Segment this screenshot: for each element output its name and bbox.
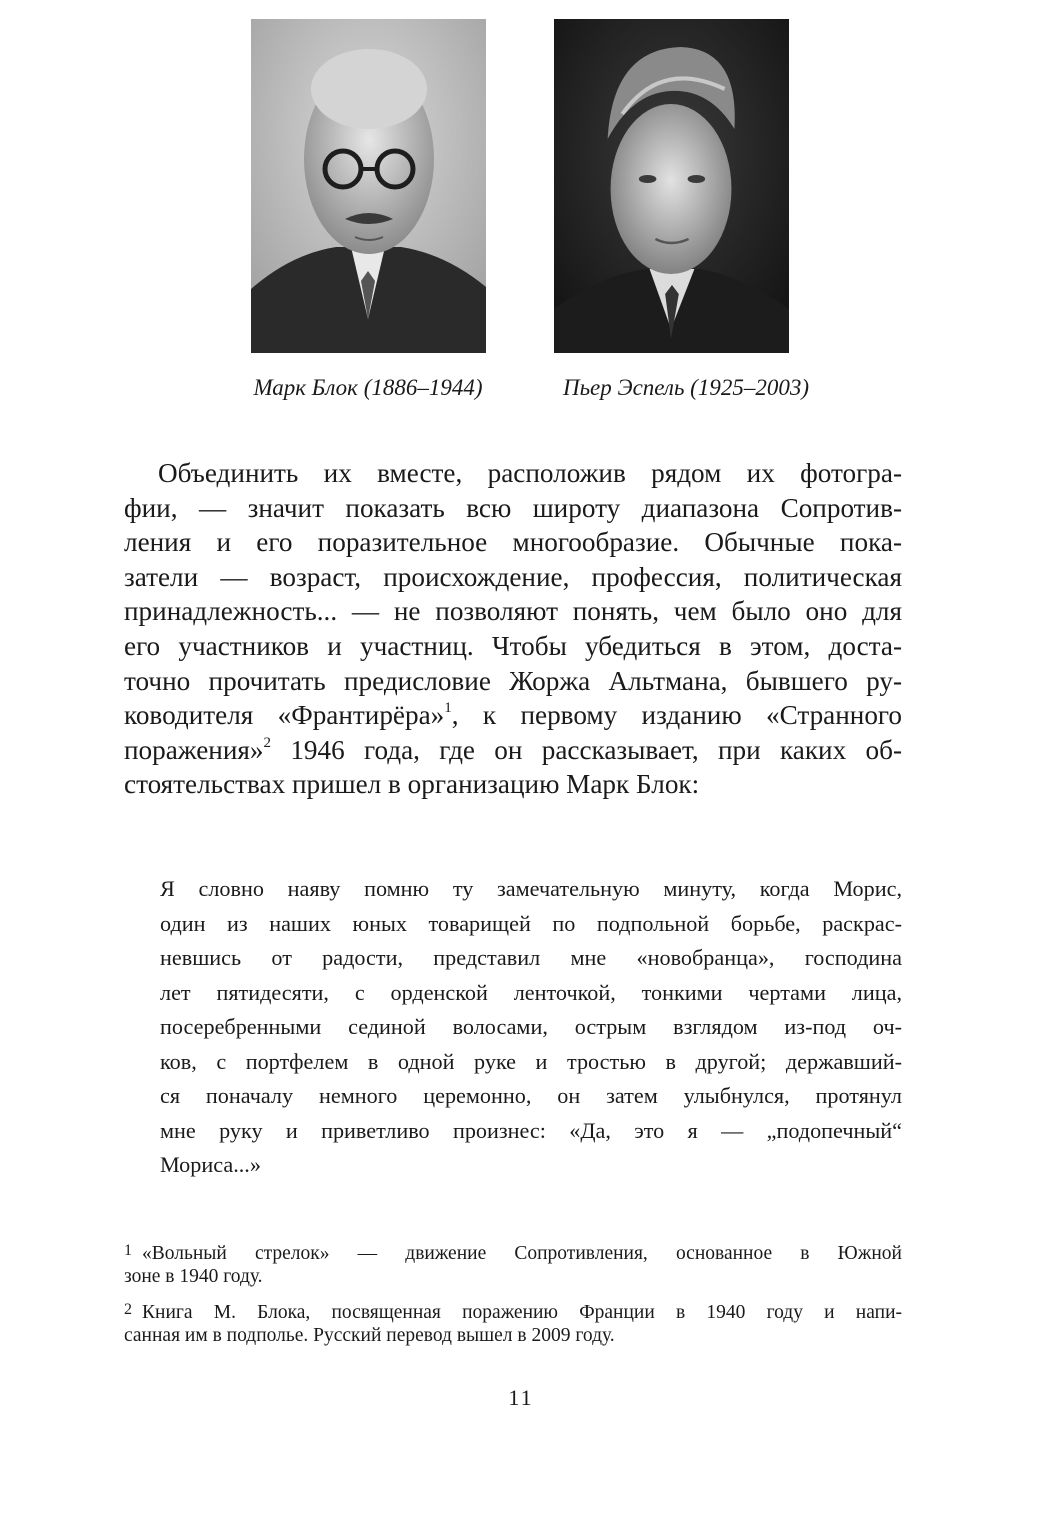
photo-caption-right: Пьер Эспель (1925–2003) bbox=[562, 375, 809, 400]
paragraph-text: ководителя «Франтирёра» bbox=[124, 700, 445, 731]
page-number: 11 bbox=[508, 1385, 534, 1410]
footnote-ref-1[interactable]: 1 bbox=[444, 700, 452, 717]
footnote-text: «Вольный стрелок» — движение Сопротивления, основанное в Южной bbox=[142, 1243, 902, 1264]
portrait-photo-pierre-espel bbox=[554, 19, 789, 353]
block-quote bbox=[160, 872, 902, 1183]
footnote-line: санная им в подполье. Русский перевод вышел в 2009 году. bbox=[124, 1325, 615, 1346]
photo-caption-left: Марк Блок (1886–1944) bbox=[253, 375, 483, 400]
portrait-photo-marc-bloch bbox=[251, 19, 486, 353]
footnote-2 bbox=[124, 1297, 902, 1349]
footnote-line bbox=[124, 1238, 902, 1264]
footnote-number: 2 bbox=[124, 1301, 132, 1318]
paragraph-text: 1946 года, где он рассказывает, при каких об- bbox=[271, 734, 902, 765]
paragraph-text: поражения» bbox=[124, 734, 264, 765]
paragraph-line: ления и его поразительное многообразие. Обычные пока- bbox=[124, 527, 902, 558]
quote-line: посеребренными сединой волосами, острым взглядом из-под оч- bbox=[160, 1014, 902, 1039]
footnote-number: 1 bbox=[124, 1242, 132, 1259]
paragraph-text: , к первому изданию «Странного bbox=[451, 700, 902, 731]
quote-line: Я словно наяву помню ту замечательную минуту, когда Морис, bbox=[160, 876, 902, 901]
quote-line: невшись от радости, представил мне «новобранца», господина bbox=[160, 945, 902, 970]
quote-line: Мориса...» bbox=[160, 1152, 261, 1177]
paragraph-line-with-footnote bbox=[124, 698, 902, 733]
paragraph-line: точно прочитать предисловие Жоржа Альтмана, бывшего ру- bbox=[124, 665, 902, 696]
paragraph-line-with-footnote bbox=[124, 733, 902, 768]
quote-line: мне руку и приветливо произнес: «Да, это я — „подопечный“ bbox=[160, 1117, 902, 1143]
quote-line: ся поначалу немного церемонно, он затем улыбнулся, протянул bbox=[160, 1083, 902, 1108]
paragraph-line: его участников и участниц. Чтобы убедиться в этом, доста- bbox=[124, 630, 902, 661]
paragraph-line: стоятельствах пришел в организацию Марк Блок: bbox=[124, 769, 700, 800]
footnote-1 bbox=[124, 1238, 902, 1290]
footnote-ref-2[interactable]: 2 bbox=[263, 734, 271, 751]
main-paragraph bbox=[124, 456, 902, 802]
footnote-line bbox=[124, 1297, 902, 1323]
paragraph-line: Объединить их вместе, расположив рядом их фотогра- bbox=[158, 458, 902, 488]
paragraph-line: принадлежность... — не позволяют понять, чем было оно для bbox=[124, 596, 902, 627]
quote-line: один из наших юных товарищей по подпольной борьбе, раскрас- bbox=[160, 910, 902, 936]
footnote-text: Книга М. Блока, посвященная поражению Франции в 1940 году и напи- bbox=[142, 1302, 902, 1323]
paragraph-line: фии, — значит показать всю широту диапазона Сопротив- bbox=[124, 492, 902, 523]
quote-line: ков, с портфелем в одной руке и тростью в другой; державший- bbox=[160, 1048, 902, 1074]
quote-line: лет пятидесяти, с орденской ленточкой, тонкими чертами лица, bbox=[160, 979, 902, 1005]
footnote-line: зоне в 1940 году. bbox=[124, 1266, 263, 1287]
paragraph-line: затели — возраст, происхождение, профессия, политическая bbox=[124, 561, 902, 592]
